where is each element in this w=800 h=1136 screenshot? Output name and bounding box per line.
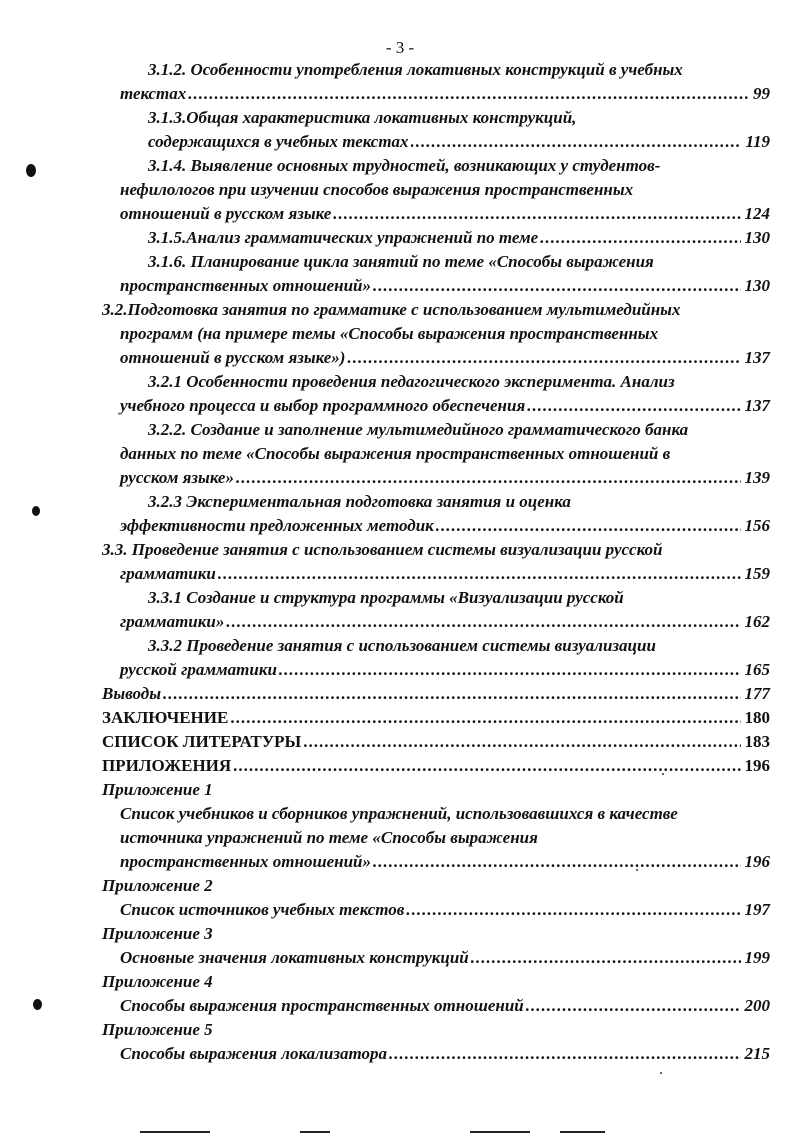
- toc-entry: [148, 130, 770, 154]
- toc-text: 3.3.2 Проведение занятия с использованием системы визуализации: [148, 636, 656, 655]
- toc-text: русском языке»: [120, 468, 234, 487]
- toc-page: 183: [744, 732, 770, 751]
- toc-text: отношений в русском языке»): [120, 348, 346, 367]
- toc-line: [102, 298, 680, 322]
- toc-line: [120, 802, 678, 826]
- toc-text: 3.1.5.Анализ грамматических упражнений по теме: [148, 228, 539, 247]
- toc-page: 197: [744, 900, 770, 919]
- binder-hole-mark: [32, 506, 40, 516]
- toc-entry: [120, 994, 770, 1018]
- toc-text: Список источников учебных текстов: [120, 900, 405, 919]
- scan-speck: [662, 773, 664, 775]
- toc-text: 3.2.1 Особенности проведения педагогического эксперимента. Анализ: [148, 372, 675, 391]
- toc-line: [102, 922, 213, 946]
- toc-text: СПИСОК ЛИТЕРАТУРЫ: [102, 732, 302, 751]
- toc-text: 3.2.Подготовка занятия по грамматике с использованием мультимедийных: [102, 300, 681, 319]
- toc-page: 156: [744, 516, 770, 535]
- toc-entry: [120, 202, 770, 226]
- toc-page: 180: [744, 708, 770, 727]
- toc-text: 3.2.3 Экспериментальная подготовка занятия и оценка: [148, 492, 571, 511]
- toc-entry: [120, 346, 770, 370]
- binder-hole-mark: [33, 999, 42, 1010]
- toc-text: учебного процесса и выбор программного обеспечения: [120, 396, 526, 415]
- toc-line: [148, 58, 683, 82]
- toc-page: 124: [744, 204, 770, 223]
- toc-page: 196: [744, 852, 770, 871]
- toc-entry: [120, 562, 770, 586]
- toc-text: Список учебников и сборников упражнений, использовавшихся в качестве: [120, 804, 678, 823]
- toc-text: содержащихся в учебных текстах: [148, 132, 409, 151]
- toc-page: 139: [744, 468, 770, 487]
- toc-text: нефилологов при изучении способов выражения пространственных: [120, 180, 634, 199]
- toc-page: 119: [745, 132, 770, 151]
- toc-text: Приложение 4: [102, 972, 213, 991]
- toc-page: 130: [744, 276, 770, 295]
- toc-text: пространственных отношений»: [120, 276, 371, 295]
- toc-entry: [148, 226, 770, 250]
- toc-page: 165: [744, 660, 770, 679]
- toc-line: [120, 322, 658, 346]
- toc-text: Основные значения локативных конструкций: [120, 948, 469, 967]
- toc-text: русской грамматики: [120, 660, 277, 679]
- toc-text: 3.2.2. Создание и заполнение мультимедийного грамматического банка: [148, 420, 689, 439]
- toc-line: [120, 442, 670, 466]
- toc-text: эффективности предложенных методик: [120, 516, 434, 535]
- toc-text: 3.1.6. Планирование цикла занятий по теме «Способы выражения: [148, 252, 654, 271]
- dot-leader: [303, 730, 740, 754]
- toc-entry: [120, 1042, 770, 1066]
- toc-page: 137: [744, 348, 770, 367]
- toc-page: 130: [744, 228, 770, 247]
- toc-page: 162: [744, 612, 770, 631]
- toc-text: грамматики»: [120, 612, 225, 631]
- dot-leader: [373, 850, 741, 874]
- dot-leader: [526, 994, 741, 1018]
- dot-leader: [347, 346, 740, 370]
- dot-leader: [218, 562, 741, 586]
- toc-page: 99: [753, 84, 770, 103]
- toc-text: текстах: [120, 84, 187, 103]
- toc-line: [148, 370, 675, 394]
- dot-leader: [226, 610, 740, 634]
- toc-text: Способы выражения локализатора: [120, 1044, 387, 1063]
- toc-text: 3.1.2. Особенности употребления локативных конструкций в учебных: [148, 60, 683, 79]
- toc-entry: [120, 466, 770, 490]
- toc-text: Приложение 5: [102, 1020, 213, 1039]
- scan-edge-mark: [470, 1131, 530, 1133]
- dot-leader: [389, 1042, 741, 1066]
- toc-page: 215: [744, 1044, 770, 1063]
- toc-entry: [120, 658, 770, 682]
- toc-line: [148, 250, 654, 274]
- toc-text: Приложение 1: [102, 780, 213, 799]
- toc-line: [102, 970, 213, 994]
- toc-entry: [120, 394, 770, 418]
- toc-text: 3.1.4. Выявление основных трудностей, возникающих у студентов-: [148, 156, 661, 175]
- toc-line: [102, 1018, 213, 1042]
- toc-text: источника упражнений по теме «Способы выражения: [120, 828, 538, 847]
- dot-leader: [373, 274, 741, 298]
- toc-line: [102, 874, 213, 898]
- toc-entry: [120, 850, 770, 874]
- toc-text: ЗАКЛЮЧЕНИЕ: [102, 708, 229, 727]
- scan-edge-mark: [140, 1131, 210, 1133]
- binder-hole-mark: [26, 164, 36, 177]
- dot-leader: [333, 202, 740, 226]
- toc-text: грамматики: [120, 564, 216, 583]
- toc-page: 200: [744, 996, 770, 1015]
- toc-line: [148, 634, 656, 658]
- toc-line: [102, 778, 213, 802]
- toc-page: 177: [744, 684, 770, 703]
- toc-entry: [102, 730, 770, 754]
- scan-speck: [636, 869, 638, 871]
- toc-line: [148, 154, 660, 178]
- dot-leader: [406, 898, 740, 922]
- toc-entry: [102, 706, 770, 730]
- dot-leader: [163, 682, 740, 706]
- dot-leader: [436, 514, 741, 538]
- toc-line: [148, 490, 571, 514]
- toc-text: данных по теме «Способы выражения пространственных отношений в: [120, 444, 671, 463]
- toc-text: Приложение 2: [102, 876, 213, 895]
- dot-leader: [233, 754, 740, 778]
- toc-text: Приложение 3: [102, 924, 213, 943]
- toc-text: отношений в русском языке: [120, 204, 332, 223]
- toc-page: 196: [744, 756, 770, 775]
- dot-leader: [411, 130, 742, 154]
- toc-entry: [120, 610, 770, 634]
- toc-entry: [120, 274, 770, 298]
- dot-leader: [230, 706, 740, 730]
- dot-leader: [540, 226, 740, 250]
- toc-text: Способы выражения пространственных отношений: [120, 996, 524, 1015]
- toc-entry: [120, 82, 770, 106]
- toc-entry: [120, 514, 770, 538]
- dot-leader: [527, 394, 740, 418]
- toc-entry: [102, 754, 770, 778]
- toc-line: [120, 178, 633, 202]
- toc-text: программ (на примере темы «Способы выражения пространственных: [120, 324, 659, 343]
- scan-edge-mark: [300, 1131, 330, 1133]
- toc-entry: [120, 946, 770, 970]
- toc-entry: [102, 682, 770, 706]
- toc-text: Выводы: [102, 684, 162, 703]
- toc-page: 159: [744, 564, 770, 583]
- dot-leader: [236, 466, 741, 490]
- dot-leader: [279, 658, 741, 682]
- toc-entry: [120, 898, 770, 922]
- toc-line: [148, 418, 688, 442]
- toc-text: 3.3.1 Создание и структура программы «Визуализации русской: [148, 588, 624, 607]
- toc-text: 3.1.3.Общая характеристика локативных конструкций,: [148, 108, 577, 127]
- toc-line: [102, 538, 663, 562]
- toc-text: 3.3. Проведение занятия с использованием системы визуализации русской: [102, 540, 663, 559]
- toc-line: [120, 826, 538, 850]
- scan-edge-mark: [560, 1131, 605, 1133]
- toc-text: ПРИЛОЖЕНИЯ: [102, 756, 232, 775]
- toc-page: 137: [744, 396, 770, 415]
- toc-line: [148, 586, 624, 610]
- dot-leader: [188, 82, 749, 106]
- scan-speck: [660, 1072, 662, 1074]
- toc-line: [148, 106, 576, 130]
- page-number: - 3 -: [385, 38, 415, 57]
- toc-text: пространственных отношений»: [120, 852, 371, 871]
- toc-page: 199: [744, 948, 770, 967]
- dot-leader: [471, 946, 741, 970]
